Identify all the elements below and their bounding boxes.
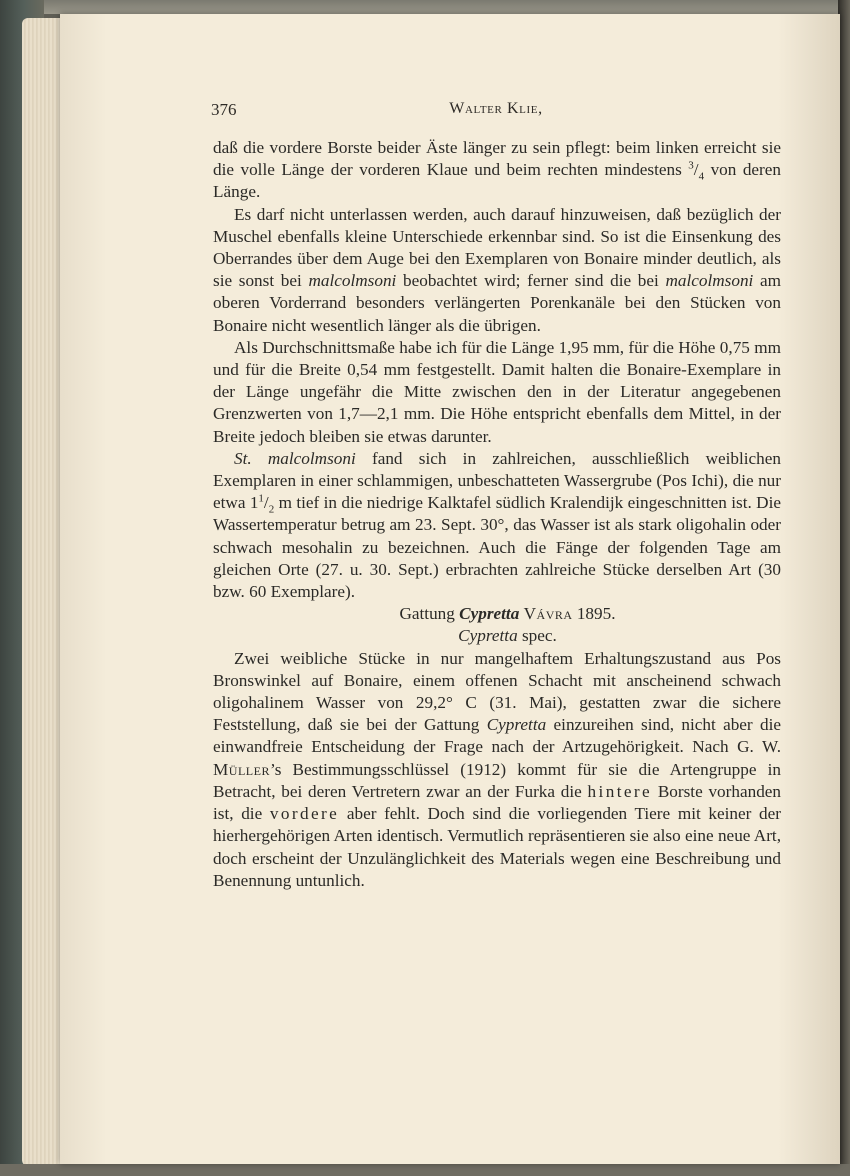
page-number: 376	[211, 100, 237, 119]
species-name: malcolmsoni	[665, 271, 754, 291]
author-name: Vávra	[523, 604, 573, 624]
section-heading: Gattung Cypretta Vávra 1895.	[399, 604, 616, 624]
species-name: malcolmsoni	[308, 271, 397, 291]
species-name: St. malcolmsoni	[234, 448, 356, 468]
paragraph-1: daß die vordere Borste beider Äste länger zu sein pflegt: beim linken erreicht sie die volle Länge der vorderen Klaue und beim rechten mindestens $^3/_4$ von deren Länge.	[213, 138, 781, 202]
fraction-numerator: 1	[258, 492, 264, 505]
genus-name: Cypretta	[486, 715, 547, 735]
subsection-heading: Cypretta spec.	[458, 626, 557, 646]
paragraph-2: Es darf nicht unterlassen werden, auch darauf hinzuweisen, daß bezüglich der Muschel ebenfalls kleine Unterschiede erkennbar sind. So ist die Einsenkung des Oberrandes über dem Auge bei den Exemplaren von Bonaire minder deutlich, als sie sonst bei malcolmsoni beobachtet wird; ferner sind die bei malcolmsoni am oberen Vorderrand besonders verlängerten Porenkanäle bei den Stücken von Bonaire nicht wesentlich länger als die übrigen.	[213, 204, 782, 335]
author-name: Müller	[213, 759, 270, 779]
genus-name: Cypretta	[458, 626, 518, 646]
book-cover-bottom	[0, 1164, 850, 1176]
emphasized-word: hintere	[587, 781, 653, 801]
emphasized-word: vordere	[269, 804, 340, 824]
fraction-denominator: 4	[698, 170, 705, 183]
genus-name: Cypretta	[459, 604, 520, 624]
page-body	[213, 137, 781, 892]
fraction-denominator: 2	[268, 503, 275, 516]
paragraph-4: St. malcolmsoni fand sich in zahlreichen, ausschließlich weiblichen Exemplaren in einer schlammigen, unbeschatteten Wassergrube (Pos Ichi), die nur etwa $1^1/_2$ m tief in die niedrige Kalktafel südlich Kralendijk eingeschnitten ist. Die Wassertemperatur betrug am 23. Sept. 30°, das Wasser ist als stark oligohalin oder schwach mesohalin zu bezeichnen. Auch die Fänge der folgenden Tage am gleichen Orte (27. u. 30. Sept.) erbrachten zahlreiche Stücke derselben Art (30 bzw. 60 Exemplare).	[213, 448, 781, 602]
paragraph-5: Zwei weibliche Stücke in nur mangelhaftem Erhaltungszustand aus Pos Bronswinkel auf Bonaire, einem offenen Schacht mit anscheinend schwach oligohalinem Wasser von 29,2° C (31. Mai), gestatten zwar die sichere Feststellung, daß sie bei der Gattung Cypretta einzureihen sind, nicht aber die einwandfreie Entscheidung der Frage nach der Artzugehörigkeit. Nach G. W. Müller’s Bestimmungsschlüssel (1912) kommt für sie die Artengruppe in Betracht, bei deren Vertretern zwar an der Furka die hintere Borste vorhanden ist, die vordere aber fehlt. Doch sind die vorliegenden Tiere mit keiner der hierhergehörigen Arten identisch. Vermutlich repräsentieren sie also eine neue Art, doch erscheint der Unzulänglichkeit des Materials wegen eine Beschreibung und Benennung untunlich.	[213, 648, 782, 890]
paragraph-3: Als Durchschnittsmaße habe ich für die Länge 1,95 mm, für die Höhe 0,75 mm und für die Breite 0,54 mm festgestellt. Damit halten die Bonaire-Exemplare in der Länge ungefähr die Mitte zwischen den in der Literatur angegebenen Grenzwerten von 1,7—2,1 mm. Die Höhe entspricht ebenfalls dem Mittel, in der Breite jedoch bleiben sie etwas darunter.	[213, 337, 781, 446]
book-cover-top	[0, 0, 850, 14]
fraction-numerator: 3	[688, 159, 694, 172]
page-header	[211, 100, 781, 124]
running-head: Walter Klie,	[449, 100, 543, 117]
